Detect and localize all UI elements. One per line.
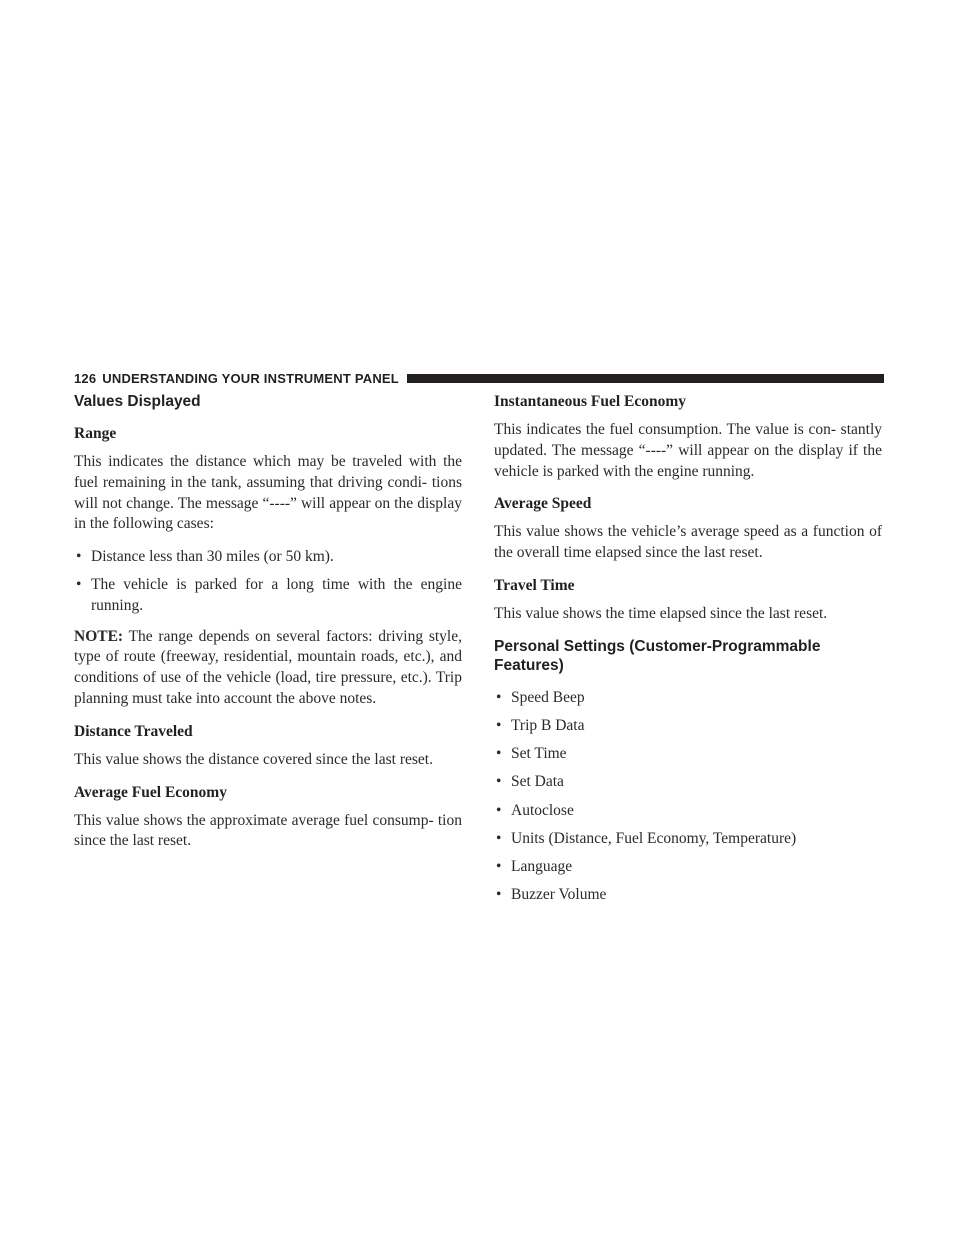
personal-settings-heading: Personal Settings (Customer-Programmable Features) [494, 637, 821, 674]
bullet-icon: • [496, 688, 502, 706]
note-text: The range depends on several factors: driving style, type of route (freeway, residential, mountain roads, etc.), and conditions of use of the vehicle (load, tire pressure, etc.). Trip planning must take into account the above notes. [74, 627, 462, 707]
bullet-icon: • [496, 716, 502, 734]
page-number: 126 [74, 370, 97, 386]
list-item: • Trip B Data [494, 716, 882, 737]
note-paragraph [74, 627, 462, 710]
distance-traveled-text: This value shows the distance covered since the last reset. [74, 750, 433, 768]
values-displayed-heading: Values Displayed [74, 393, 201, 410]
list-item: • Language [494, 857, 882, 878]
average-fuel-economy-heading: Average Fuel Economy [74, 783, 227, 801]
list-item: • Distance less than 30 miles (or 50 km). [74, 547, 462, 568]
range-bullet-list [74, 547, 462, 616]
average-speed-text: This value shows the vehicle’s average speed as a function of the overall time elapsed since the last reset. [494, 523, 882, 562]
average-speed-heading: Average Speed [494, 495, 592, 513]
settings-list [494, 688, 882, 906]
header-rule [407, 374, 884, 383]
list-item: • Units (Distance, Fuel Economy, Temperature) [494, 829, 882, 850]
bullet-icon: • [496, 829, 502, 847]
bullet-icon: • [496, 886, 502, 904]
list-item: • Speed Beep [494, 688, 882, 709]
list-item: • The vehicle is parked for a long time with the engine running. [76, 575, 462, 614]
bullet-icon: • [496, 801, 502, 819]
distance-traveled-heading: Distance Traveled [74, 722, 193, 740]
instantaneous-fuel-economy-text: This indicates the fuel consumption. The value is con- stantly updated. The message “----” will appear on the display if the vehicle is parked with the engine running. [494, 421, 882, 480]
list-item: • Autoclose [494, 801, 882, 822]
list-item: • Set Data [494, 772, 882, 793]
average-fuel-economy-text: This value shows the approximate average fuel consump- tion since the last reset. [74, 811, 462, 850]
range-heading: Range [74, 425, 117, 442]
instantaneous-fuel-economy-heading: Instantaneous Fuel Economy [494, 393, 687, 410]
page-header [74, 368, 884, 388]
right-column [494, 392, 882, 916]
list-item: • Buzzer Volume [494, 885, 882, 906]
list-item: • Set Time [494, 744, 882, 765]
bullet-icon: • [496, 773, 502, 791]
bullet-icon: • [496, 857, 502, 875]
bullet-icon: • [496, 745, 502, 763]
left-column [74, 392, 462, 864]
travel-time-text: This value shows the time elapsed since the last reset. [494, 604, 828, 622]
bullet-icon: • [76, 548, 82, 566]
travel-time-heading: Travel Time [494, 576, 575, 594]
chapter-title: UNDERSTANDING YOUR INSTRUMENT PANEL [102, 370, 399, 386]
note-label: NOTE: [74, 627, 124, 645]
bullet-icon: • [76, 575, 82, 593]
range-text: This indicates the distance which may be traveled with the fuel remaining in the tank, assuming that driving condi- tions will not change. The message “----” will appear on the display in the following cases: [74, 453, 462, 533]
